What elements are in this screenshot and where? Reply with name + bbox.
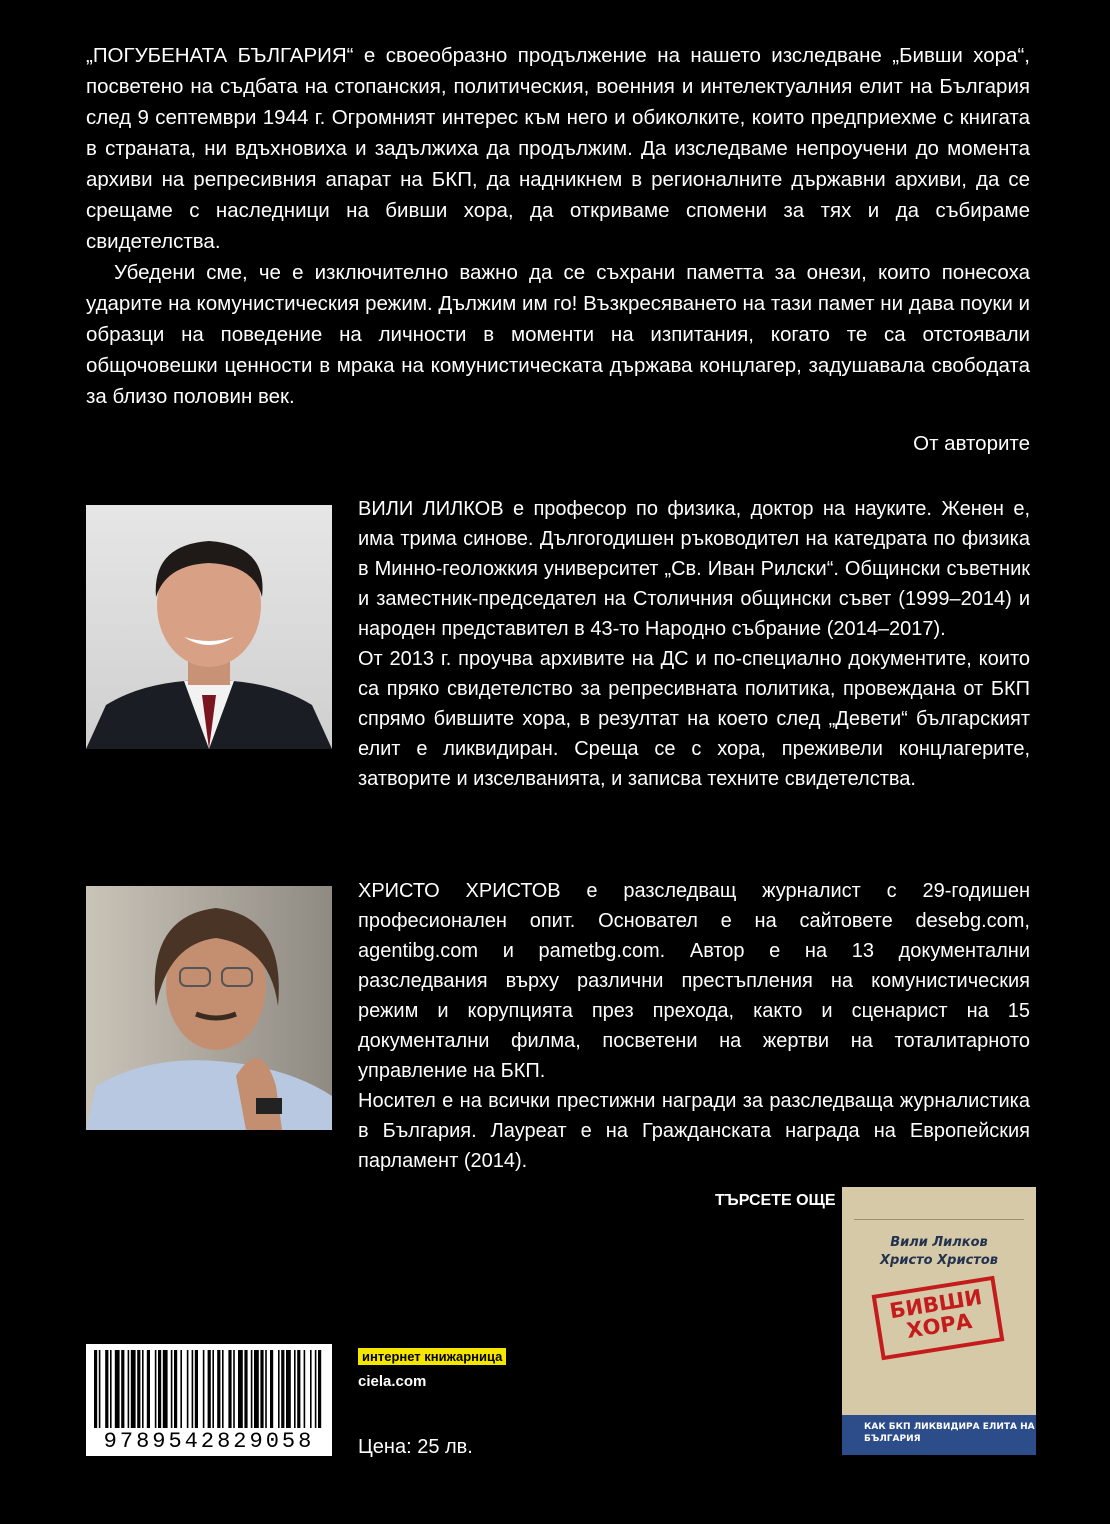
online-bookstore-badge: интернет книжарница	[358, 1348, 506, 1365]
barcode-bars	[86, 1344, 332, 1430]
search-more-label: ТЪРСЕТЕ ОЩЕ	[715, 1192, 836, 1209]
signature: От авторите	[913, 432, 1030, 455]
author2-bio	[358, 876, 1030, 1176]
intro-paragraph-1: „ПОГУБЕНАТА БЪЛГАРИЯ“ е своеобразно продължение на нашето изследване „Бивши хора“, посветено на съдбата на стопанския, политическия, военния и интелектуалния елит на България след 9 септември 1944 г. Огромният интерес към него и обиколките, които предприехме с книгата в страната, ни вдъхновиха и задължиха да продължим. Да изследваме непроучени до момента архиви на репресивния апарат на БКП, да надникнем в регионалните държавни архиви, да се срещаме с наследници на бивши хора, да откриваме спомени за тях и да събираме свидетелства.	[86, 44, 1030, 253]
shop-url-link[interactable]: ciela.com	[358, 1373, 427, 1390]
book-author-1: Вили Лилков	[890, 1235, 988, 1250]
author2-bio-paragraph-1: ХРИСТО ХРИСТОВ е разследващ журналист с 29-годишен професионален опит. Основател е на сайтовете desebg.com, agentibg.com и pametbg.com. Автор е на 13 документални разследвания върху различни престъпления на комунистическия режим и корупцията през прехода, както и сценарист на 15 документални филма, посветени на жертви на тоталитарното управление на БКП.	[358, 880, 1030, 1082]
book-subtitle-band: КАК БКП ЛИКВИДИРА ЕЛИТА НА БЪЛГАРИЯ	[842, 1415, 1036, 1455]
related-book-cover[interactable]	[842, 1187, 1036, 1455]
author2-photo	[86, 886, 332, 1130]
intro-text	[86, 40, 1030, 412]
barcode	[86, 1344, 332, 1456]
author1-bio-paragraph-2: От 2013 г. проучва архивите на ДС и по-специално документите, които са пряко свидетелство за репресивната политика, провеждана от БКП спрямо бившите хора, в резултат на което след „Девети“ българският елит е ликвидиран. Среща се с хора, преживели концлагерите, затворите и изселванията, и записва техните свидетелства.	[358, 648, 1030, 790]
cover-form-lines	[854, 1199, 1024, 1220]
intro-paragraph-2: Убедени сме, че е изключително важно да се съхрани паметта за онези, които понесоха ударите на комунистическия режим. Дължим им го! Възкресяването на тази памет ни дава поуки и образци на поведение на личности в моменти на изпитания, когато те са отстоявали общочовешки ценности в мрака на комунистическата държава концлагер, задушавала свободата за близо половин век.	[86, 261, 1030, 408]
author1-photo	[86, 505, 332, 749]
price: Цена: 25 лв.	[358, 1436, 473, 1458]
author2-bio-paragraph-2: Носител е на всички престижни награди за разследваща журналистика в България. Лауреат е на Гражданската награда на Европейския парламент (2014).	[358, 1090, 1030, 1172]
book-title-stamp: БИВШИ ХОРА	[872, 1276, 1005, 1361]
author1-bio-paragraph-1: ВИЛИ ЛИЛКОВ е професор по физика, доктор на науките. Женен е, има трима синове. Дългогодишен ръководител на катедрата по физика в Минно-геоложкия университет „Св. Иван Рилски“. Общински съветник и заместник-председател на Столичния общински съвет (1999–2014) и народен представител в 43-то Народно събрание (2014–2017).	[358, 498, 1030, 640]
book-author-2: Христо Христов	[880, 1253, 998, 1268]
author1-bio	[358, 494, 1030, 794]
isbn-number: 9789542829058	[103, 1429, 315, 1454]
